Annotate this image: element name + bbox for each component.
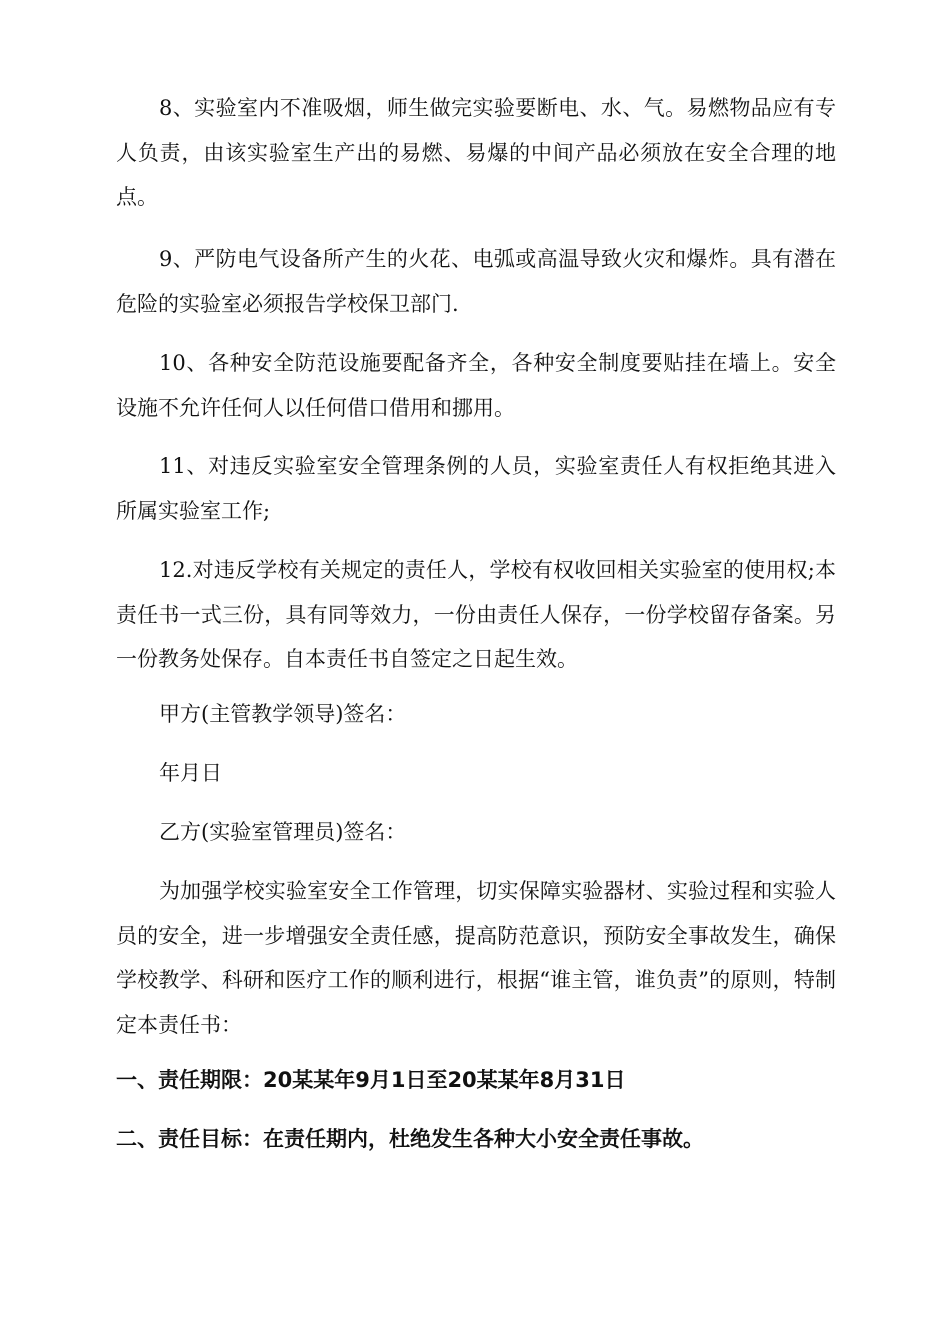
signature-line-party-a: 甲方(主管教学领导)签名： <box>159 702 407 726</box>
intro-paragraph: 为加强学校实验室安全工作管理，切实保障实验器材、实验过程和实验人员的安全，进一步增强安全责任感，提高防范意识，预防安全事故发生，确保学校教学、科研和医疗工作的顺利进行，根据“谁主管，谁负责”的原则，特制定本责任书： <box>116 879 836 1037</box>
paragraph-item-10: 10、各种安全防范设施要配备齐全，各种安全制度要贴挂在墙上。安全设施不允许任何人以任何借口借用和挪用。 <box>116 351 836 420</box>
signature-line-party-b: 乙方(实验室管理员)签名： <box>159 820 407 844</box>
paragraph-item-12: 12.对违反学校有关规定的责任人，学校有权收回相关实验室的使用权;本责任书一式三份，具有同等效力，一份由责任人保存，一份学校留存备案。另一份教务处保存。自本责任书自签定之日起生效。 <box>116 558 836 671</box>
paragraph-item-9: 9、严防电气设备所产生的火花、电弧或高温导致火灾和爆炸。具有潜在危险的实验室必须报告学校保卫部门. <box>116 247 836 316</box>
paragraph-item-8: 8、实验室内不准吸烟，师生做完实验要断电、水、气。易燃物品应有专人负责，由该实验室生产出的易燃、易爆的中间产品必须放在安全合理的地点。 <box>116 96 836 209</box>
section-heading-goal: 二、责任目标：在责任期内，杜绝发生各种大小安全责任事故。 <box>116 1127 704 1151</box>
date-line: 年月日 <box>159 761 222 785</box>
paragraph-item-11: 11、对违反实验室安全管理条例的人员，实验室责任人有权拒绝其进入所属实验室工作; <box>116 454 836 523</box>
section-heading-term: 一、责任期限：20某某年9月1日至20某某年8月31日 <box>116 1068 626 1092</box>
